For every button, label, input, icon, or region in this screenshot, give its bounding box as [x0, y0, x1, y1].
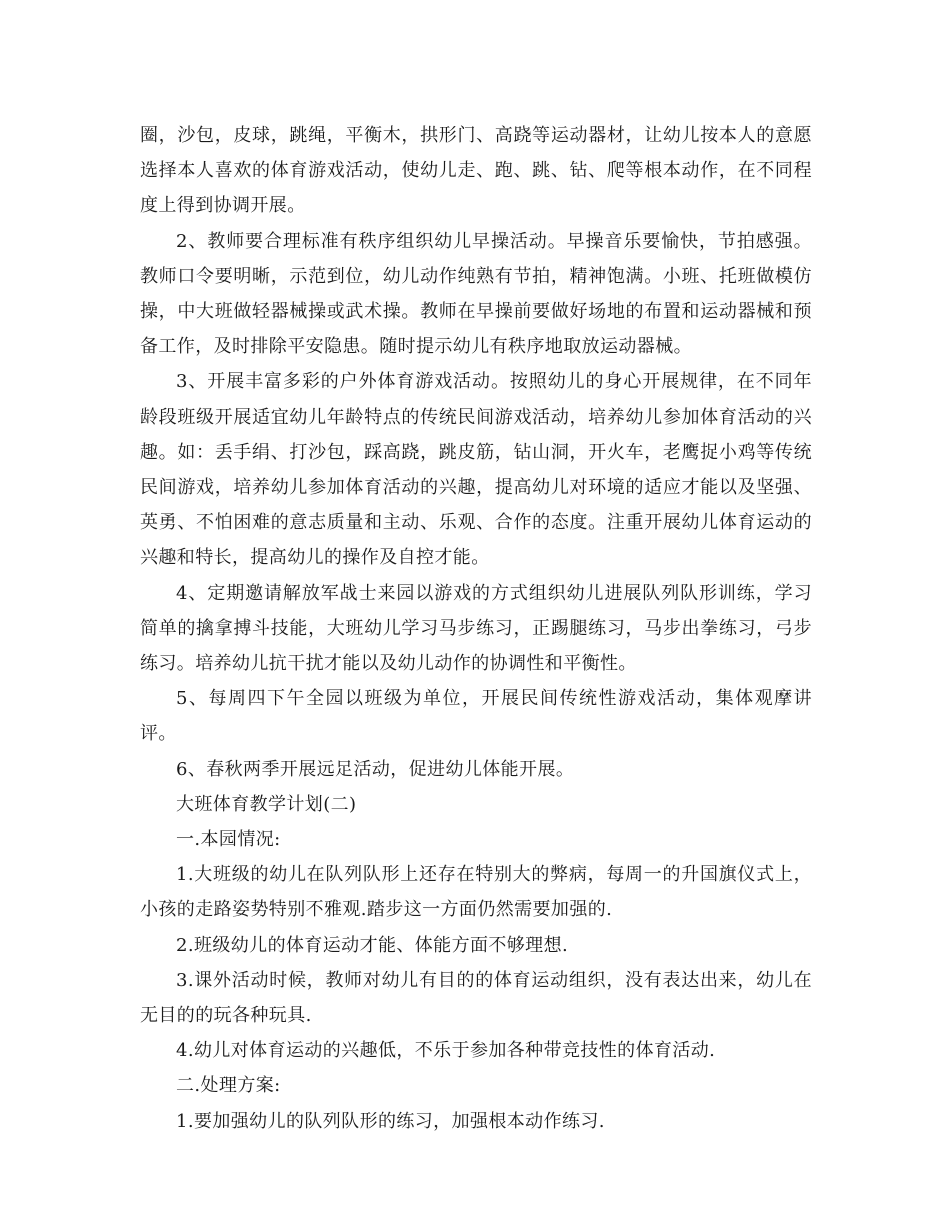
- section-title: 大班体育教学计划(二): [176, 793, 357, 815]
- section-heading-situation: 一.本园情况:: [176, 829, 281, 851]
- section-heading-solution: 二.处理方案:: [176, 1075, 281, 1097]
- situation-item-4: 4.幼儿对体育运动的兴趣低，不乐于参加各种带竞技性的体育活动.: [176, 1040, 716, 1062]
- situation-item-2: 2.班级幼儿的体育运动才能、体能方面不够理想.: [176, 934, 569, 956]
- situation-item-1: 1.大班级的幼儿在队列队形上还存在特别大的弊病，每周一的升国旗仪式上，小孩的走路姿势特别不雅观.踏步这一方面仍然需要加强的.: [140, 864, 812, 921]
- solution-item-1: 1.要加强幼儿的队列队形的练习，加强根本动作练习.: [176, 1110, 605, 1132]
- paragraph-military-training: 4、定期邀请解放军战士来园以游戏的方式组织幼儿进展队列队形训练，学习简单的擒拿搏斗技能，大班幼儿学习马步练习，正踢腿练习，马步出拳练习，弓步练习。培养幼儿抗干扰才能以及幼儿动作的协调性和平衡性。: [140, 582, 812, 675]
- document-body: [140, 118, 812, 1139]
- paragraph-outdoor-games: 3、开展丰富多彩的户外体育游戏活动。按照幼儿的身心开展规律，在不同年龄段班级开展适宜幼儿年龄特点的传统民间游戏活动，培养幼儿参加体育活动的兴趣。如：丢手绢、打沙包，踩高跷，跳皮筋，钻山洞，开火车，老鹰捉小鸡等传统民间游戏，培养幼儿参加体育活动的兴趣，提高幼儿对环境的适应才能以及坚强、英勇、不怕困难的意志质量和主动、乐观、合作的态度。注重开展幼儿体育运动的兴趣和特长，提高幼儿的操作及自控才能。: [140, 371, 812, 569]
- paragraph-equipment-choice: 圈，沙包，皮球，跳绳，平衡木，拱形门、高跷等运动器材，让幼儿按本人的意愿选择本人喜欢的体育游戏活动，使幼儿走、跑、跳、钻、爬等根本动作，在不同程度上得到协调开展。: [140, 125, 812, 217]
- situation-item-3: 3.课外活动时候，教师对幼儿有目的的体育运动组织，没有表达出来，幼儿在无目的的玩各种玩具.: [140, 969, 812, 1027]
- paragraph-morning-exercise: 2、教师要合理标准有秩序组织幼儿早操活动。早操音乐要愉快，节拍感强。教师口令要明晰，示范到位，幼儿动作纯熟有节拍，精神饱满。小班、托班做模仿操，中大班做轻器械操或武术操。教师在早操前要做好场地的布置和运动器械和预备工作，及时排除平安隐患。随时提示幼儿有秩序地取放运动器械。: [140, 230, 812, 358]
- paragraph-thursday-games: 5、每周四下午全园以班级为单位，开展民间传统性游戏活动，集体观摩讲评。: [140, 688, 812, 745]
- paragraph-hiking: 6、春秋两季开展远足活动，促进幼儿体能开展。: [176, 758, 575, 780]
